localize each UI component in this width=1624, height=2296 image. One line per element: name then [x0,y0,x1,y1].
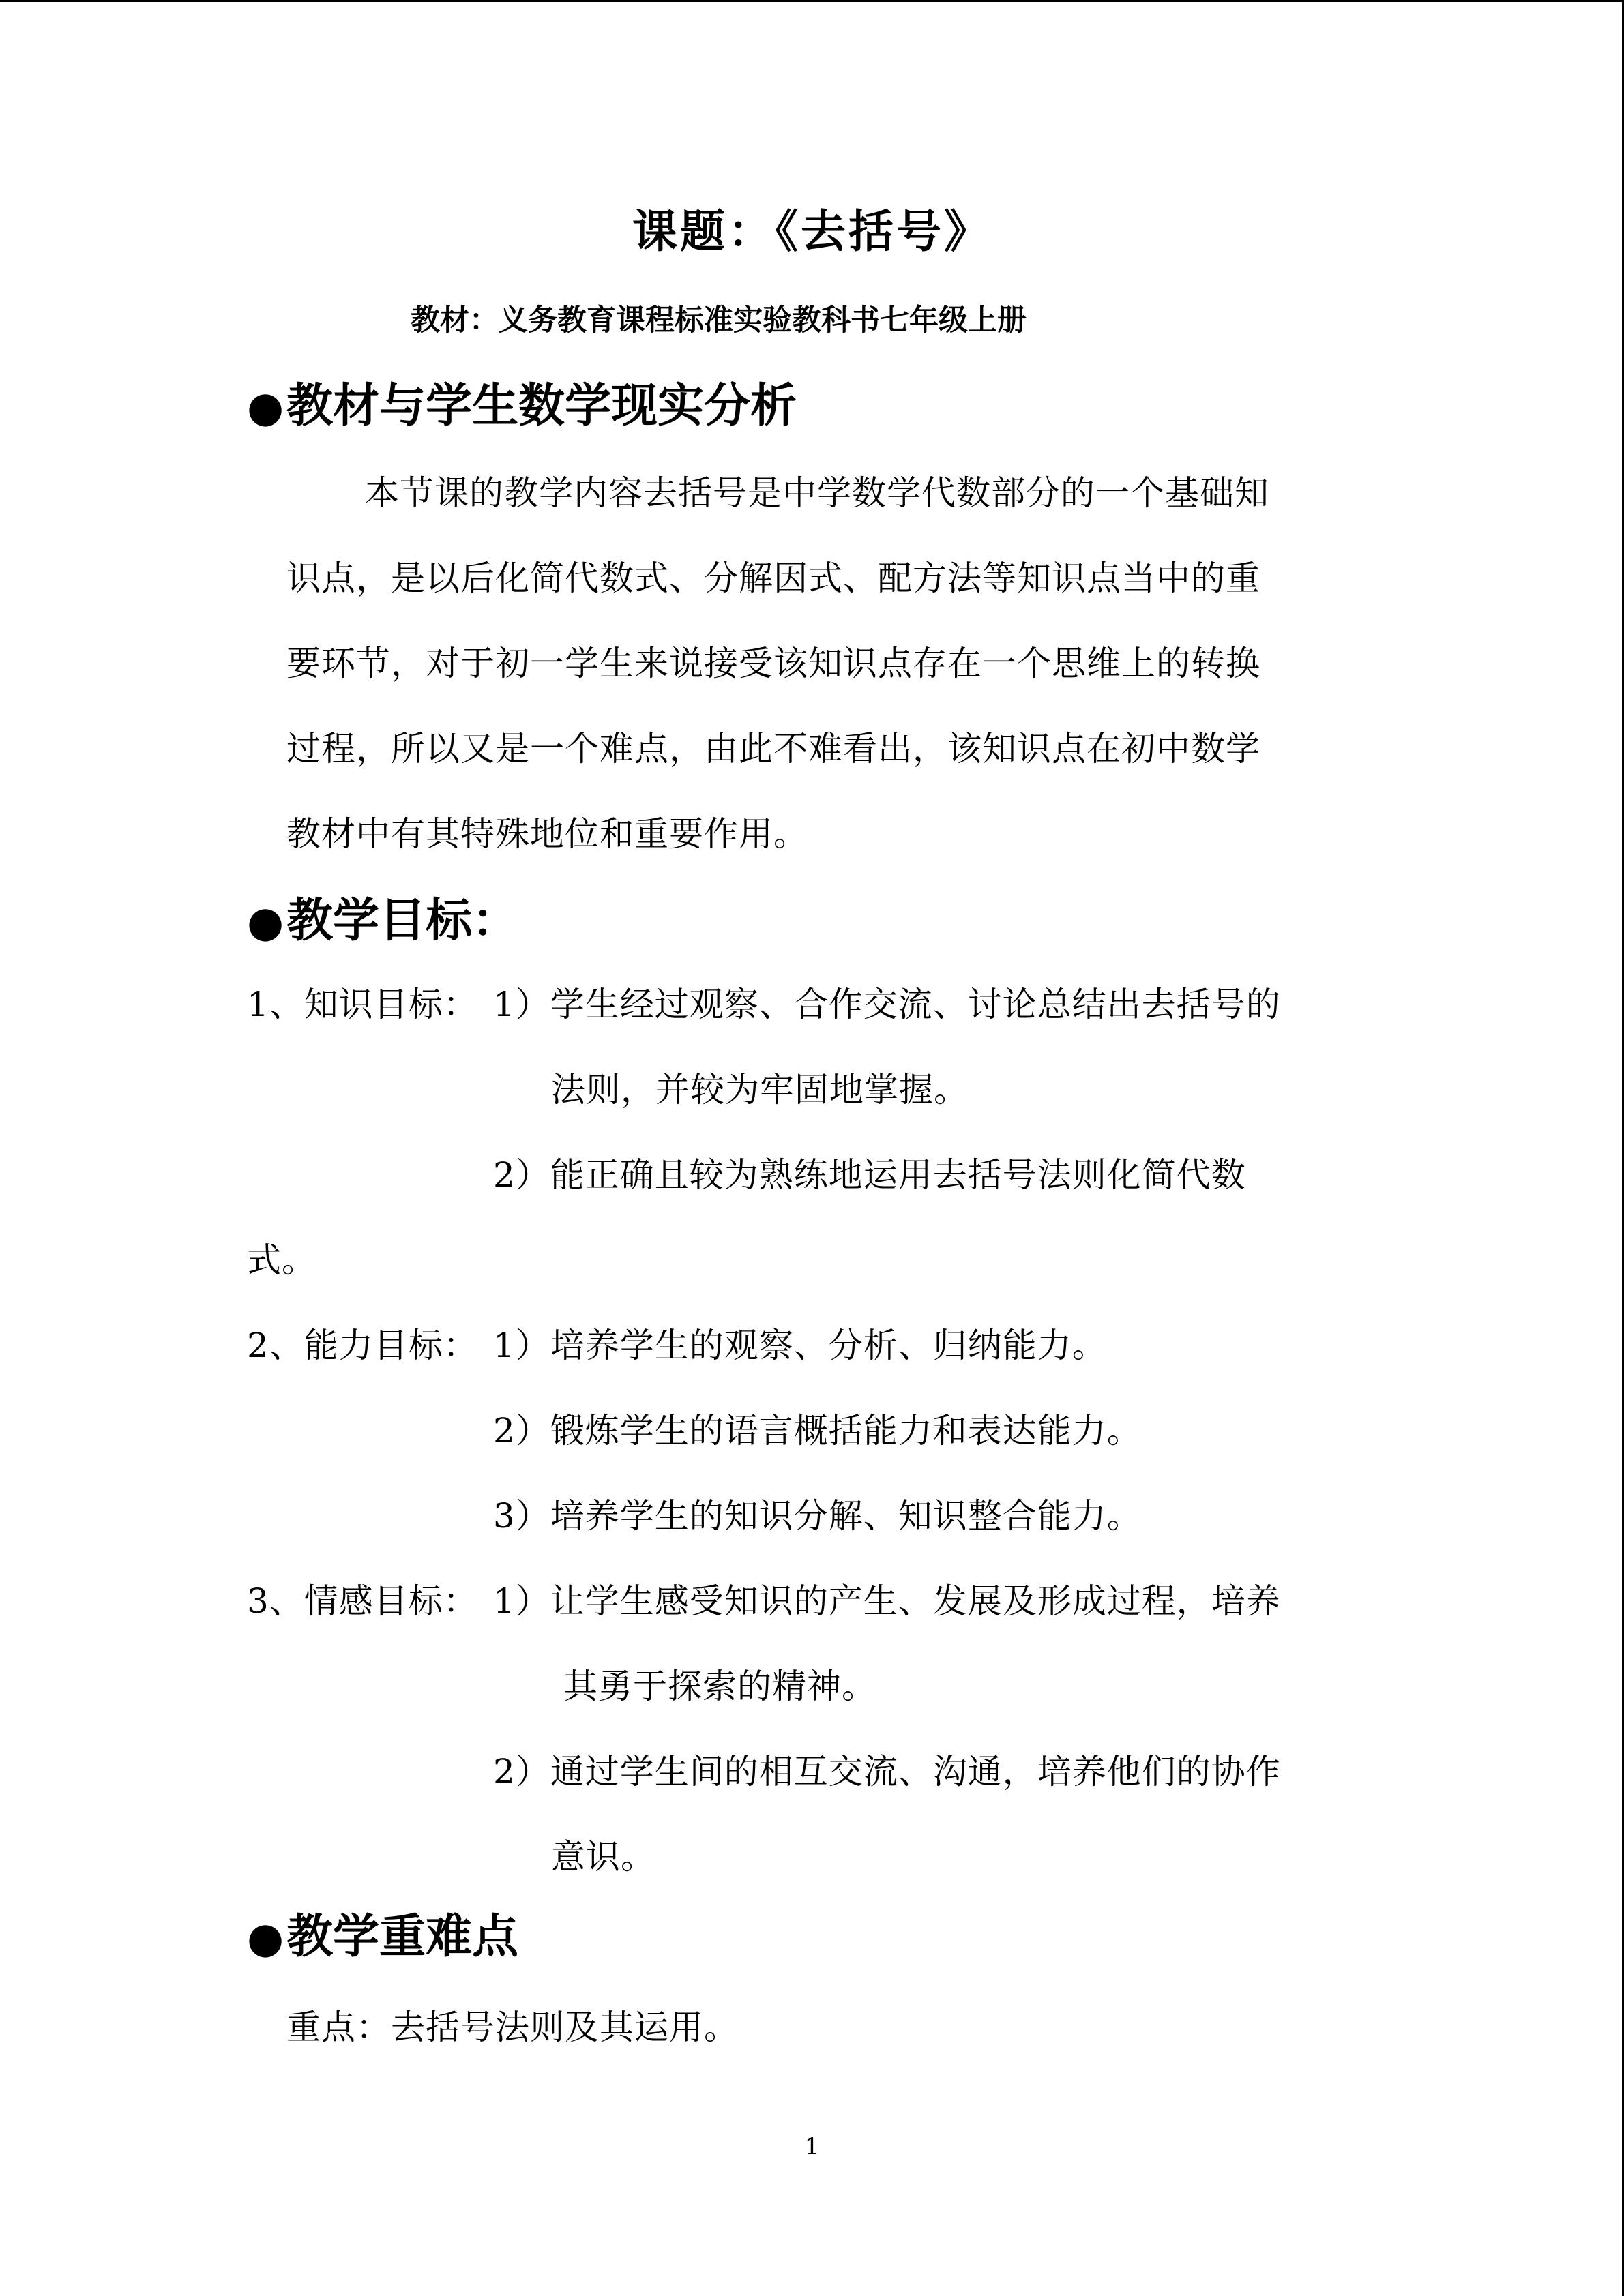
emotion-objective-item-cont: 意识。 [551,1837,655,1877]
bullet-icon: ● [247,382,284,432]
emotion-objective-item-cont: 其勇于探索的精神。 [563,1667,876,1706]
knowledge-objective-item-cont: 式。 [247,1240,316,1280]
ability-objective-item: 3）培养学生的知识分解、知识整合能力。 [493,1496,1142,1536]
emotion-objective-item: 1）让学生感受知识的产生、发展及形成过程，培养 [493,1581,1281,1621]
section-heading-text: 教材与学生数学现实分析 [286,379,797,433]
key-point-line: 重点：去括号法则及其运用。 [286,2008,739,2047]
bullet-icon: ● [247,897,284,946]
ability-objective-item: 1）培养学生的观察、分析、归纳能力。 [493,1326,1107,1365]
knowledge-objective-item-cont: 法则，并较为牢固地掌握。 [551,1070,969,1109]
knowledge-objective-item: 2）能正确且较为熟练地运用去括号法则化简代数 [493,1155,1246,1195]
knowledge-objective-label: 1、知识目标： [247,985,478,1024]
ability-objective-item: 2）锻炼学生的语言概括能力和表达能力。 [493,1411,1142,1450]
document-title: 课题：《去括号》 [632,205,992,258]
knowledge-objective-item: 1）学生经过观察、合作交流、讨论总结出去括号的 [493,985,1281,1024]
section-heading-key-points [247,1909,518,1965]
textbook-subtitle: 教材：义务教育课程标准实验教科书七年级上册 [411,303,1027,338]
bullet-icon: ● [247,1913,284,1963]
emotion-objective-item: 2）通过学生间的相互交流、沟通，培养他们的协作 [493,1752,1281,1791]
section-heading-objectives [247,893,518,949]
section-heading-analysis [247,378,797,434]
ability-objective-label: 2、能力目标： [247,1326,478,1365]
analysis-line: 识点，是以后化简代数式、分解因式、配方法等知识点当中的重 [286,558,1260,598]
analysis-line: 过程，所以又是一个难点，由此不难看出，该知识点在初中数学 [286,729,1260,769]
analysis-line: 教材中有其特殊地位和重要作用。 [286,814,808,854]
section-heading-text: 教学目标： [286,894,519,948]
page-border-top [0,0,1624,2]
analysis-line: 要环节，对于初一学生来说接受该知识点存在一个思维上的转换 [286,644,1260,683]
emotion-objective-label: 3、情感目标： [247,1581,478,1621]
section-heading-text: 教学重难点 [286,1910,519,1964]
page-number: 1 [804,2133,820,2160]
analysis-line: 本节课的教学内容去括号是中学数学代数部分的一个基础知 [365,473,1269,513]
